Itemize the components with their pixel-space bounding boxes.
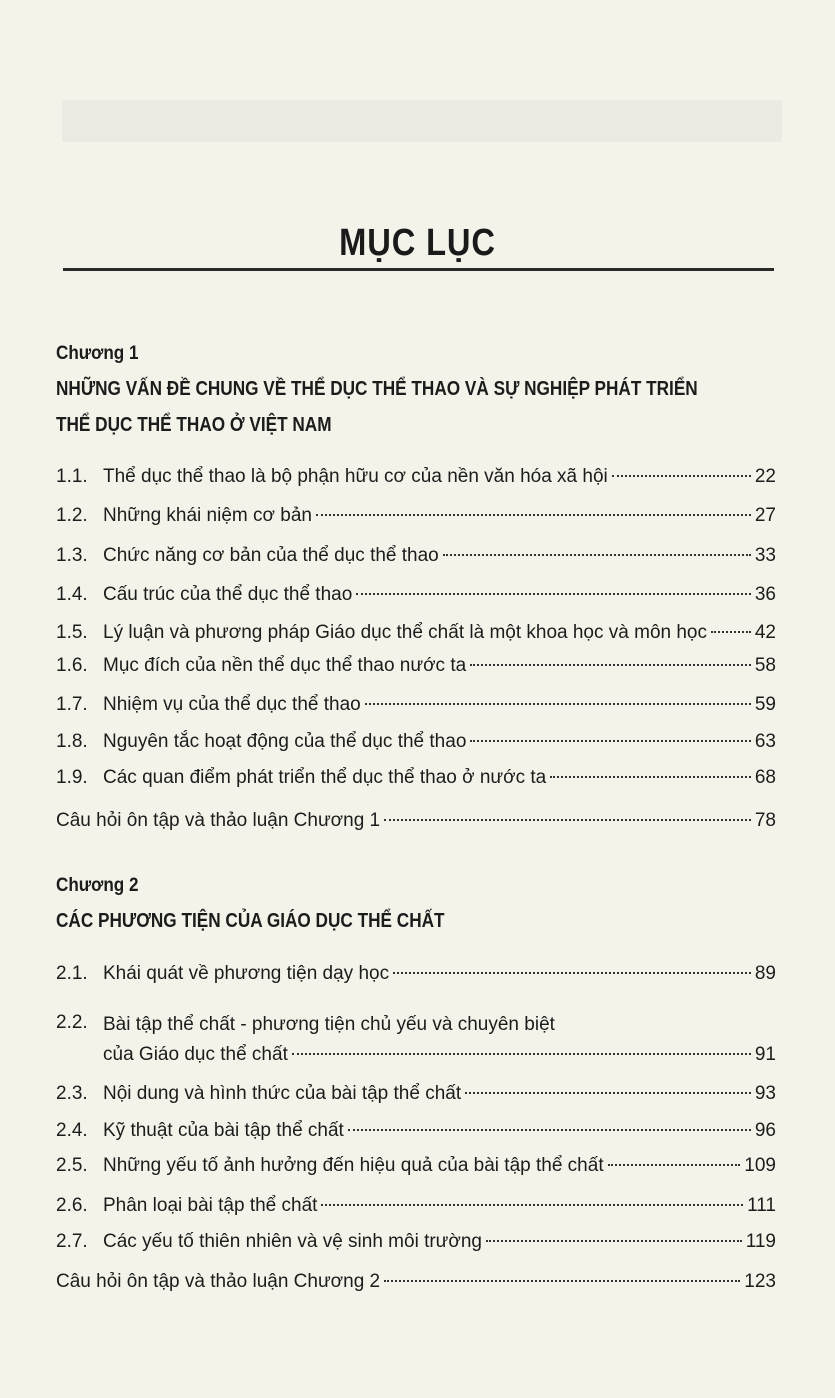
chapter-1-label: Chương 1 (56, 343, 139, 364)
chapter-1-title-line-1: NHỮNG VẤN ĐỀ CHUNG VỀ THỂ DỤC THỂ THAO VÀ SỰ NGHIỆP PHÁT TRIỂN (56, 378, 698, 400)
entry-page: 33 (754, 545, 776, 566)
entry-title: Lý luận và phương pháp Giáo dục thể chất là một khoa học và môn học (103, 622, 708, 643)
entry-number: 1.5. (56, 622, 88, 643)
toc-review-chapter-2[interactable] (56, 1271, 776, 1301)
dot-leader (384, 1280, 740, 1282)
entry-title-block (103, 1010, 776, 1070)
dot-leader (612, 475, 751, 477)
entry-title: Phân loại bài tập thể chất (103, 1195, 318, 1216)
toc-entry-1-5[interactable] (56, 622, 776, 652)
chapter-2-label: Chương 2 (56, 875, 139, 896)
toc-entry-1-7[interactable] (56, 694, 776, 724)
entry-page: 58 (754, 655, 776, 676)
toc-entry-1-4[interactable] (56, 584, 776, 614)
entry-title: Kỹ thuật của bài tập thể chất (103, 1120, 344, 1141)
dot-leader (486, 1240, 742, 1242)
dot-leader (316, 514, 751, 516)
toc-entry-1-1[interactable] (56, 466, 776, 496)
heading-rule (63, 268, 774, 271)
entry-number: 2.5. (56, 1155, 88, 1176)
entry-number: 1.4. (56, 584, 88, 605)
entry-number: 2.2. (56, 1012, 88, 1033)
entry-title: Những khái niệm cơ bản (103, 505, 312, 526)
toc-entry-2-5[interactable] (56, 1155, 776, 1185)
dot-leader (321, 1204, 743, 1206)
entry-page: 59 (754, 694, 776, 715)
dot-leader (711, 631, 751, 633)
entry-number: 1.7. (56, 694, 88, 715)
entry-title: Cấu trúc của thể dục thể thao (103, 584, 353, 605)
entry-page: 89 (754, 963, 776, 984)
toc-entry-1-3[interactable] (56, 545, 776, 575)
dot-leader (470, 740, 750, 742)
dot-leader (470, 664, 751, 666)
entry-page: 93 (754, 1083, 776, 1104)
toc-entry-2-2[interactable] (56, 1008, 776, 1070)
chapter-1-title (56, 371, 727, 443)
toc-entry-1-8[interactable] (56, 731, 776, 761)
entry-title: Các yếu tố thiên nhiên và vệ sinh môi trường (103, 1231, 482, 1252)
entry-title-continuation-row (103, 1040, 776, 1070)
entry-number: 2.4. (56, 1120, 88, 1141)
page-heading: MỤC LỤC (339, 222, 496, 264)
entry-title: Bài tập thể chất - phương tiện chủ yếu và chuyên biệt (103, 1014, 555, 1035)
entry-page: 91 (754, 1044, 776, 1065)
dot-leader (356, 593, 751, 595)
entry-number: 2.3. (56, 1083, 88, 1104)
toc-entry-1-2[interactable] (56, 505, 776, 535)
entry-title: Thể dục thể thao là bộ phận hữu cơ của nền văn hóa xã hội (103, 466, 608, 487)
bleed-through-shadow (62, 100, 782, 142)
review-title: Câu hỏi ôn tập và thảo luận Chương 1 (56, 810, 381, 831)
entry-page: 109 (744, 1155, 776, 1176)
review-title: Câu hỏi ôn tập và thảo luận Chương 2 (56, 1271, 381, 1292)
chapter-2-title (56, 903, 727, 939)
toc-entry-2-3[interactable] (56, 1083, 776, 1113)
entry-page: 63 (754, 731, 776, 752)
toc-entry-2-1[interactable] (56, 963, 776, 993)
entry-title: Khái quát về phương tiện dạy học (103, 963, 390, 984)
entry-page: 96 (754, 1120, 776, 1141)
entry-number: 1.6. (56, 655, 88, 676)
dot-leader (348, 1129, 751, 1131)
toc-entry-1-6[interactable] (56, 655, 776, 685)
entry-title: Nội dung và hình thức của bài tập thể chất (103, 1083, 462, 1104)
entry-page: 22 (754, 466, 776, 487)
entry-title: Nguyên tắc hoạt động của thể dục thể thao (103, 731, 467, 752)
entry-number: 1.9. (56, 767, 88, 788)
dot-leader (393, 972, 751, 974)
entry-page: 111 (747, 1195, 776, 1216)
chapter-1-title-line-2: THỂ DỤC THỂ THAO Ở VIỆT NAM (56, 414, 332, 436)
toc-entry-2-7[interactable] (56, 1231, 776, 1261)
entry-title: Nhiệm vụ của thể dục thể thao (103, 694, 361, 715)
toc-review-chapter-1[interactable] (56, 810, 776, 840)
dot-leader (443, 554, 751, 556)
toc-entry-2-4[interactable] (56, 1120, 776, 1150)
review-page: 123 (744, 1271, 776, 1292)
dot-leader (384, 819, 751, 821)
entry-page: 36 (754, 584, 776, 605)
entry-number: 1.1. (56, 466, 88, 487)
toc-entry-2-6[interactable] (56, 1195, 776, 1225)
toc-entry-1-9[interactable] (56, 767, 776, 797)
entry-number: 2.7. (56, 1231, 88, 1252)
dot-leader (465, 1092, 751, 1094)
dot-leader (550, 776, 751, 778)
entry-number: 1.3. (56, 545, 88, 566)
entry-title: Những yếu tố ảnh hưởng đến hiệu quả của bài tập thể chất (103, 1155, 604, 1176)
dot-leader (292, 1053, 751, 1055)
entry-title: Mục đích của nền thể dục thể thao nước ta (103, 655, 467, 676)
entry-page: 42 (754, 622, 776, 643)
entry-title-continuation: của Giáo dục thể chất (103, 1044, 288, 1065)
entry-page: 68 (754, 767, 776, 788)
review-page: 78 (754, 810, 776, 831)
entry-title: Chức năng cơ bản của thể dục thể thao (103, 545, 439, 566)
entry-page: 119 (745, 1231, 776, 1252)
dot-leader (608, 1164, 741, 1166)
entry-number: 1.2. (56, 505, 88, 526)
entry-number: 2.6. (56, 1195, 88, 1216)
chapter-2-title-line-1: CÁC PHƯƠNG TIỆN CỦA GIÁO DỤC THỂ CHẤT (56, 910, 445, 932)
entry-number: 2.1. (56, 963, 88, 984)
dot-leader (365, 703, 751, 705)
entry-title: Các quan điểm phát triển thể dục thể thao ở nước ta (103, 767, 547, 788)
entry-page: 27 (754, 505, 776, 526)
entry-number: 1.8. (56, 731, 88, 752)
